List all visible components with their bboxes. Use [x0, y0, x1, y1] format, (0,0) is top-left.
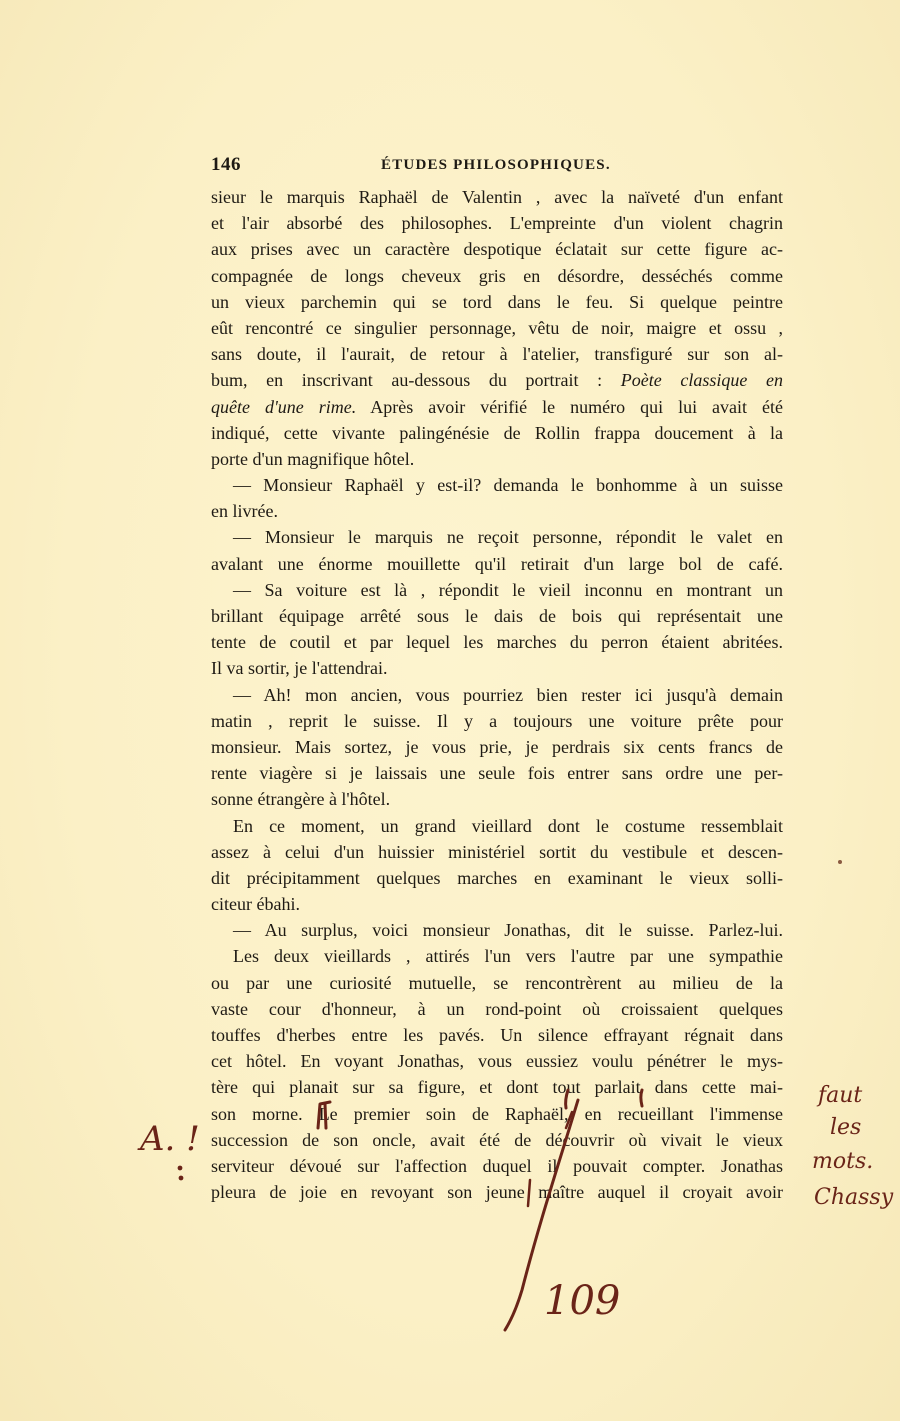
text-line: pleura de joie en revoyant son jeune maître auquel il croyait avoir: [211, 1182, 783, 1203]
text-line: tente de coutil et par lequel les marches du perron étaient abritées.: [211, 632, 783, 653]
italic-title: quête d'une rime.: [211, 396, 357, 417]
text-line: aux prises avec un caractère despotique éclatait sur cette figure ac-: [211, 239, 783, 260]
text-line: succession de son oncle, avait été de découvrir où vivait le vieux: [211, 1129, 783, 1150]
italic-title: Poète classique en: [620, 370, 783, 391]
text-line: touffes d'herbes entre les pavés. Un silence effrayant régnait dans: [211, 1025, 783, 1045]
right-margin-note: [812, 1083, 894, 1210]
text-line: sans doute, il l'aurait, de retour à l'atelier, transfiguré sur son al-: [211, 344, 783, 365]
text-line: compagnée de longs cheveux gris en désordre, desséchés comme: [211, 265, 783, 286]
text-line: un vieux parchemin qui se tord dans le feu. Si quelque peintre: [211, 291, 783, 312]
svg-text:les: les: [830, 1115, 862, 1140]
text-line: vaste cour d'honneur, à un rond-point où croissaient quelques: [211, 998, 783, 1019]
text-line: — Monsieur le marquis ne reçoit personne, répondit le valet en: [233, 527, 783, 548]
text-line: assez à celui d'un huissier ministériel sortit du vestibule et descen-: [211, 841, 783, 862]
text-line: citeur ébahi.: [211, 894, 300, 915]
text-line: son morne. Le premier soin de Raphaël, en recueillant l'immense: [211, 1103, 783, 1124]
text-line: — Sa voiture est là , répondit le vieil inconnu en montrant un: [233, 579, 783, 600]
text-line: Les deux vieillards , attirés l'un vers l'autre par une sympathie: [233, 946, 783, 967]
left-margin-mark: [137, 1119, 200, 1180]
text-line: rente viagère si je laissais une seule fois entrer sans ordre une per-: [211, 763, 783, 784]
text-line: En ce moment, un grand vieillard dont le costume ressemblait: [233, 815, 783, 836]
svg-text:A. !: A. !: [140, 1119, 200, 1159]
text-line: dit précipitamment quelques marches en examinant le vieux solli-: [211, 867, 783, 888]
text-line: — Monsieur Raphaël y est-il? demanda le bonhomme à un suisse: [233, 475, 783, 496]
text-line: cet hôtel. En voyant Jonathas, vous eussiez voulu pénétrer le mys-: [211, 1051, 783, 1072]
svg-text:mots.: mots.: [812, 1149, 874, 1174]
svg-text:faut: faut: [818, 1083, 863, 1108]
text-line: tère qui planait sur sa figure, et dont tout parlait dans cette mai-: [211, 1077, 783, 1098]
body-text: [211, 184, 783, 1205]
bottom-number: 109: [544, 1278, 621, 1324]
text-line: quête d'une rime. Après avoir vérifié le numéro qui lui avait été: [211, 396, 783, 417]
page-number: 146: [211, 154, 241, 175]
text-line: serviteur dévoué sur l'affection duquel il pouvait compter. Jonathas: [211, 1155, 783, 1176]
running-head: ÉTUDES PHILOSOPHIQUES.: [381, 157, 611, 173]
text-line: indiqué, cette vivante palingénésie de Rollin frappa doucement à la: [211, 422, 783, 443]
text-line: avalant une énorme mouillette qu'il retirait d'un large bol de café.: [211, 553, 783, 574]
text-line: ou par une curiosité mutuelle, se rencontrèrent au milieu de la: [211, 972, 783, 993]
text-line: monsieur. Mais sortez, je vous prie, je perdrais six cents francs de: [211, 736, 783, 757]
text-line: eût rencontré ce singulier personnage, vêtu de noir, maigre et ossu ,: [211, 317, 783, 338]
text-line: — Au surplus, voici monsieur Jonathas, dit le suisse. Parlez-lui.: [233, 920, 783, 941]
text-line: en livrée.: [211, 501, 278, 522]
text-line: sonne étrangère à l'hôtel.: [211, 789, 391, 810]
text-line: et l'air absorbé des philosophes. L'empreinte d'un violent chagrin: [211, 213, 783, 234]
text-line: matin , reprit le suisse. Il y a toujours une voiture prête pour: [211, 710, 783, 731]
text-line: brillant équipage arrêté sous le dais de bois qui représentait une: [211, 606, 783, 626]
svg-text:Chassy: Chassy: [814, 1185, 894, 1210]
text-line: porte d'un magnifique hôtel.: [211, 448, 415, 469]
text-line: bum, en inscrivant au-dessous du portrait : Poète classique en: [211, 370, 783, 391]
page-header: [211, 154, 783, 182]
text-line: sieur le marquis Raphaël de Valentin , avec la naïveté d'un enfant: [211, 187, 783, 207]
text-line: — Ah! mon ancien, vous pourriez bien rester ici jusqu'à demain: [233, 684, 783, 705]
text-line: Il va sortir, je l'attendrai.: [211, 658, 388, 679]
